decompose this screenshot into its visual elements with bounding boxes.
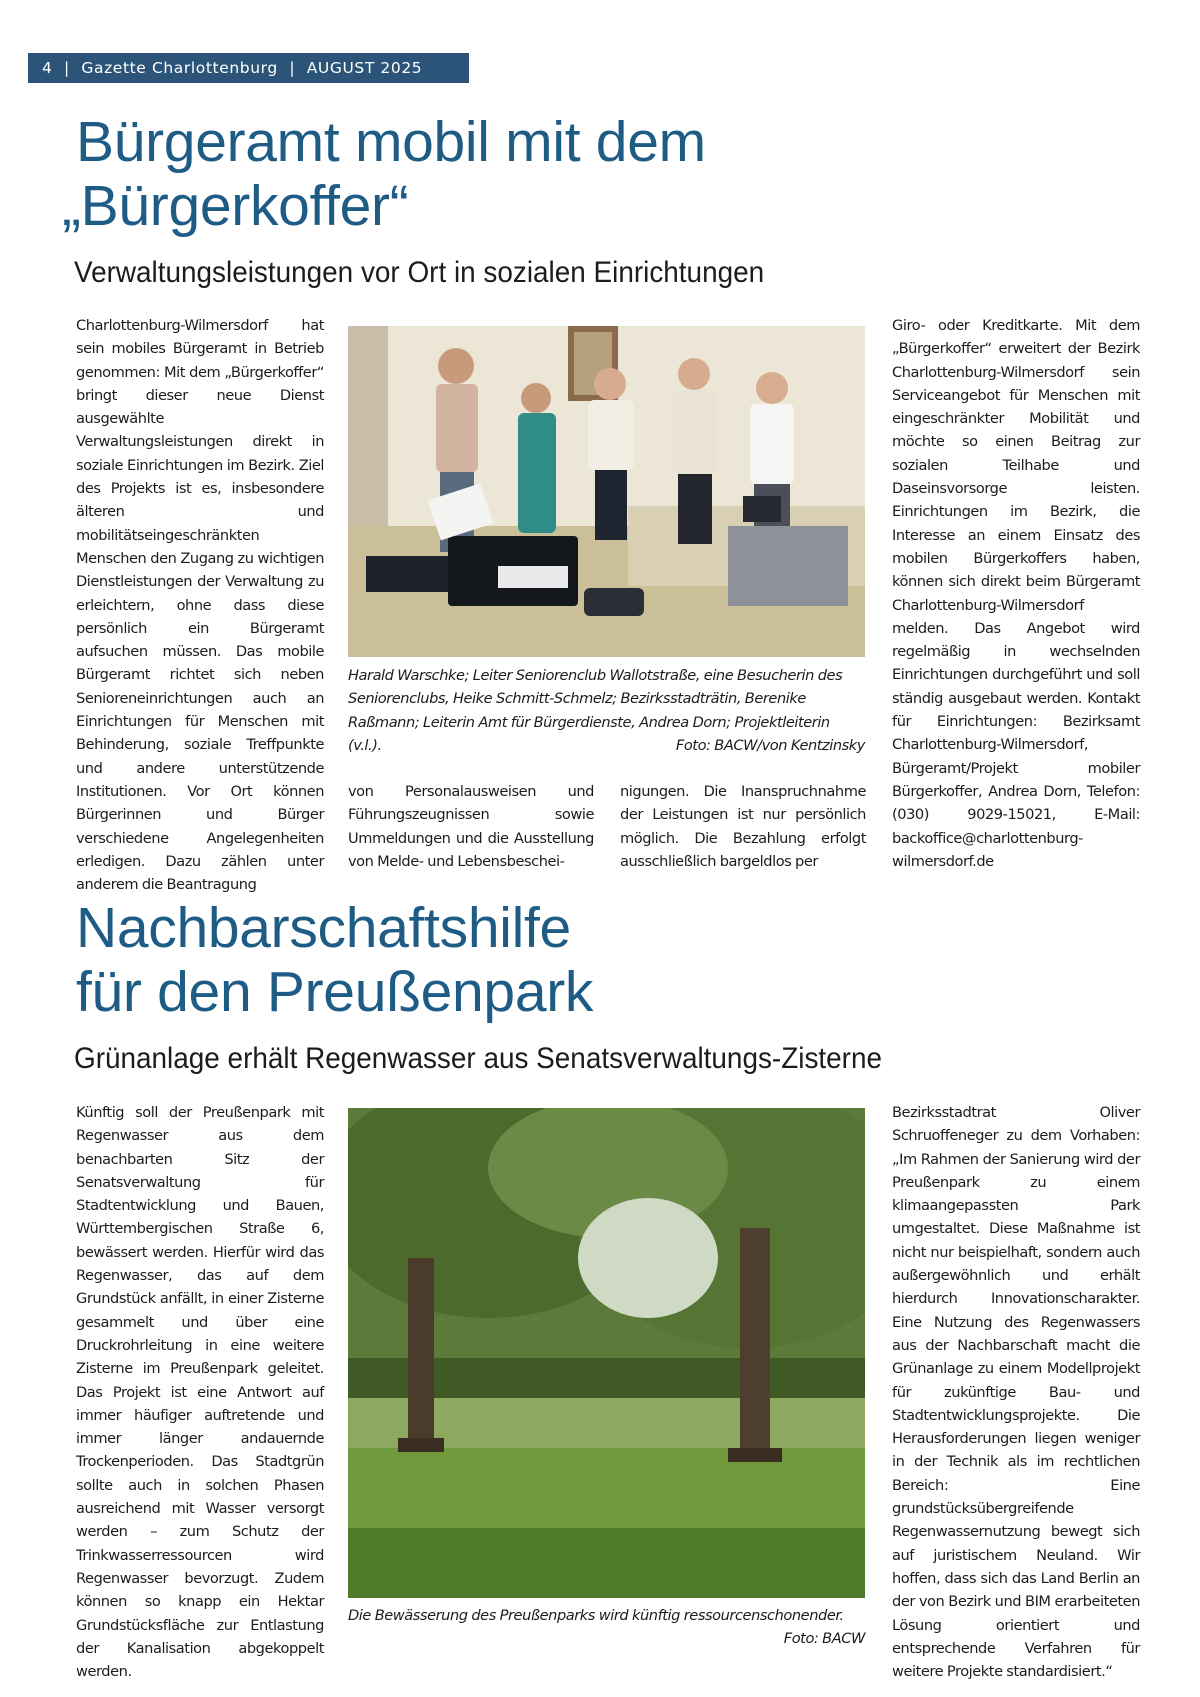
page-header-bar: [28, 53, 469, 83]
park-photo-credit: Foto: BACW: [783, 1630, 865, 1648]
group-photo-illustration: [348, 326, 865, 657]
article1-column-1: Charlottenburg-Wilmersdorf hat sein mobiles Bürgeramt in Betrieb genommen: Mit dem „Bürgerkoffer“ bringt dieser neue Dienst ausgewählte Verwaltungsleistungen direkt in soziale Einrichtungen im Bezirk. Ziel des Projekts ist es, insbesondere älteren und mobilitätseingeschränkten Menschen den Zugang zu wichtigen Dienstleistungen der Verwaltung zu erleichtern, ohne dass diese persönlich ein Bürgeramt aufsuchen müssen. Das mobile Bürgeramt richtet sich neben Senioreneinrichtungen auch an Einrichtungen für Menschen mit Behinderung, soziale Treffpunkte und andere unterstützende Institutionen. Vor Ort können Bürgerinnen und Bürger verschiedene Angelegenheiten erledigen. Dazu zählen unter anderem die Beantragung: [76, 317, 324, 894]
article2-subtitle: Grünanlage erhält Regenwasser aus Senatsverwaltungs-Zisterne: [74, 1042, 882, 1075]
article2-title-line2: für den Preußenpark: [76, 960, 594, 1024]
article1-subtitle: Verwaltungsleistungen vor Ort in sozialen Einrichtungen: [74, 256, 765, 289]
issue-date: AUGUST 2025: [306, 59, 423, 77]
park-photo-caption-text: Die Bewässerung des Preußenparks wird künftig ressourcenschonender.: [348, 1607, 844, 1624]
article2-title-line1: Nachbarschaftshilfe: [76, 896, 571, 960]
group-photo-caption-text: Harald Warschke; Leiter Seniorenclub Wallotstraße, eine Besucherin des Seniorenclubs, Heike Schmitt-Schmelz; Bezirksstadträtin, Berenike Raßmann; Leiterin Amt für Bürgerdienste, Andrea Dorn; Projektleiterin (v.l.).: [348, 667, 843, 754]
article1-title-line2: „Bürgerkoffer“: [62, 174, 409, 238]
park-photo-caption: [348, 1604, 865, 1651]
article1-title-line1: Bürgeramt mobil mit dem: [76, 110, 706, 174]
article1-column-2: von Personalausweisen und Führungszeugnissen sowie Ummeldungen und die Ausstellung von Melde- und Lebensbeschei-: [348, 783, 594, 870]
page-number: 4: [42, 59, 53, 77]
publication-name: Gazette Charlottenburg: [81, 59, 278, 77]
park-photo: [348, 1108, 865, 1598]
park-photo-illustration: [348, 1108, 865, 1598]
group-photo: [348, 326, 865, 657]
group-photo-credit: Foto: BACW/von Kentzinsky: [675, 736, 865, 754]
header-separator: |: [64, 59, 70, 77]
article1-column-4: Giro- oder Kreditkarte. Mit dem „Bürgerkoffer“ erweitert der Bezirk Charlottenburg-Wilmersdorf sein Serviceangebot für Menschen mit eingeschränkter Mobilität und möchte so einen Beitrag zur sozialen Teilhabe und Daseinsvorsorge leisten. Einrichtungen im Bezirk, die Interesse an einem Einsatz des mobilen Bürgerkoffers haben, können sich direkt beim Bürgeramt Charlottenburg-Wilmersdorf melden. Das Angebot wird regelmäßig in wechselnden Einrichtungen durchgeführt und soll ständig ausgebaut werden. Kontakt für Einrichtungen: Bezirksamt Charlottenburg-Wilmersdorf, Bürgeramt/Projekt mobiler Bürgerkoffer, Andrea Dorn, Telefon: (030) 9029-15021, E-Mail: backoffice@charlottenburg-wilmersdorf.de: [892, 317, 1140, 870]
header-separator: |: [289, 59, 296, 77]
group-photo-caption: [348, 664, 865, 757]
article2-column-1: Künftig soll der Preußenpark mit Regenwasser aus dem benachbarten Sitz der Senatsverwaltung für Stadtentwicklung und Bauen, Württembergischen Straße 6, bewässert werden. Hierfür wird das Regenwasser, das auf dem Grundstück anfällt, in einer Zisterne gesammelt und über eine Druckrohrleitung in eine weitere Zisterne im Preußenpark geleitet. Das Projekt ist eine Antwort auf immer häufiger auftretende und immer länger andauernde Trockenperioden. Das Stadtgrün sollte auch in solchen Phasen ausreichend mit Wasser versorgt werden – zum Schutz der Trinkwasserressourcen wird Regenwasser bevorzugt. Zudem können so knapp ein Hektar Grundstücksfläche zur Entlastung der Kanalisation abgekoppelt werden.: [76, 1104, 324, 1681]
article2-column-2: Bezirksstadtrat Oliver Schruoffeneger zu dem Vorhaben: „Im Rahmen der Sanierung wird der Preußenpark zu einem klimaangepassten Park umgestaltet. Diese Maßnahme ist nicht nur beispielhaft, sondern auch außergewöhnlich und erhält hierdurch Innovationscharakter. Eine Nutzung des Regenwassers aus der Nachbarschaft macht die Grünanlage zu einem Modellprojekt für zukünftige Bau- und Stadtentwicklungsprojekte. Die Herausforderungen liegen weniger in der Technik als im rechtlichen Bereich: Eine grundstücksübergreifende Regenwassernutzung bewegt sich auf juristischem Neuland. Wir hoffen, dass sich das Land Berlin an der von Bezirk und BIM erarbeiteten Lösung orientiert und entsprechende Verfahren für weitere Projekte standardisiert.“: [892, 1104, 1140, 1681]
article1-column-3: nigungen. Die Inanspruchnahme der Leistungen ist nur persönlich möglich. Die Bezahlung erfolgt ausschließlich bargeldlos per: [620, 783, 866, 870]
